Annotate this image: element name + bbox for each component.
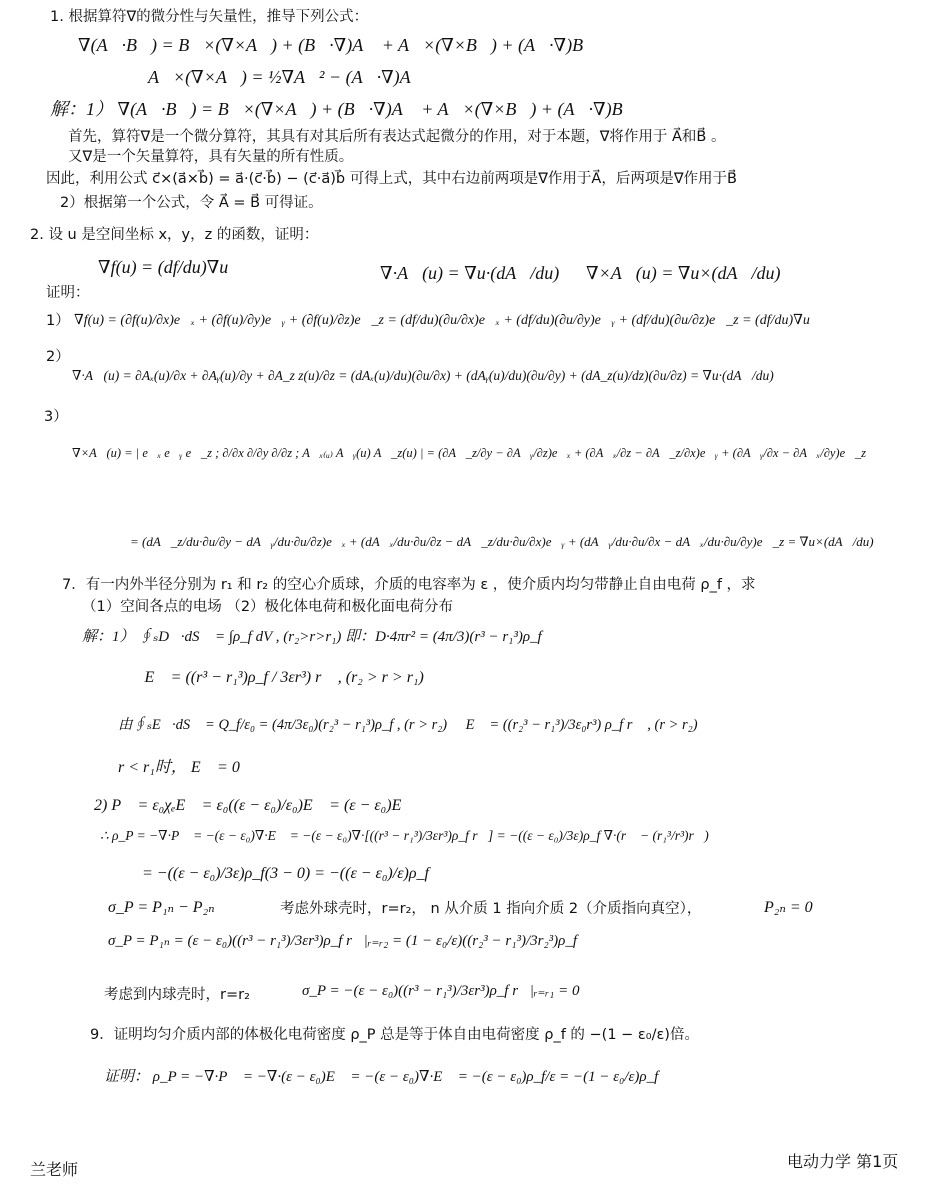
solution-7-gauss: 解：1） ∮ₛD⃗·dS⃗ = ∫ρ_f dV , (r₂>r>r₁) 即：D·4πr² = (4π/3)(r³ − r₁³)ρ_f (82, 629, 542, 645)
equation-3-result: = (dA⃗_z/du·∂u/∂y − dA⃗ᵧ/du·∂u/∂z)e⃗ₓ + (dA⃗ₓ/du·∂u/∂z − dA⃗_z/du·∂u/∂x)e⃗ᵧ + (dA⃗ᵧ/du·∂u/∂x − dA⃗ₓ/du·∂u/∂y)e⃗_z = ∇u×(dA⃗/du) (130, 534, 874, 549)
text-line: 因此，利用公式 c⃗×(a⃗×b⃗) = a⃗·(c⃗·b⃗) − (c⃗·a⃗)b⃗ 可得上式，其中右边前两项是∇作用于A⃗，后两项是∇作用于B⃗ (46, 171, 737, 187)
formula-2: A⃗×(∇×A⃗) = ½∇A⃗² − (A⃗·∇)A⃗ (148, 67, 425, 87)
text-line: 首先，算符∇是一个微分算符，其具有对其后所有表达式起微分的作用，对于本题，∇将作用于 A⃗和B⃗ 。 (68, 129, 726, 145)
proof-label: 证明： (46, 285, 90, 301)
equation-1: ∇f(u) = (∂f(u)/∂x)e⃗ₓ + (∂f(u)/∂y)e⃗ᵧ + (∂f(u)/∂z)e⃗_z = (df/du)(∂u/∂x)e⃗ₓ + (df/du)(∂u/∂y)e⃗ᵧ + (df/du)(∂u/∂z)e⃗_z = (df/du)∇u (74, 313, 810, 328)
inner-surface-charge: σ_P = −(ε − ε₀)((r³ − r₁³)/3εr³)ρ_f r⃗|ᵣ₌ᵣ₁ = 0 (302, 983, 580, 999)
solution-1-line: 解：1） ∇(A⃗·B⃗) = B⃗×(∇×A⃗) + (B⃗·∇)A⃗ + A⃗×(∇×B⃗) + (A⃗·∇)B⃗ (50, 99, 637, 119)
problem-1-heading: 1. 根据算符∇的微分性与矢量性，推导下列公式： (50, 9, 369, 25)
solution-7-volume-result: = −((ε − ε₀)/3ε)ρ_f(3 − 0) = −((ε − ε₀)/ε)ρ_f (142, 865, 429, 882)
problem-7-heading: 7．有一内外半径分别为 r₁ 和 r₂ 的空心介质球，介质的电容率为 ε ，使介质内均匀带静止自由电荷 ρ_f ，求 (62, 577, 756, 593)
text-line: 2）根据第一个公式，令 A⃗ = B⃗ 可得证。 (60, 195, 323, 211)
formula-divergence: ∇·A⃗(u) = ∇u·(dA⃗/du) (380, 263, 560, 283)
footer-author: 兰老师 (30, 1160, 79, 1179)
solution-7-field-inside: ∴ E⃗ = ((r³ − r₁³)ρ_f / 3εr³) r⃗ , (r₂ > r > r₁) (128, 669, 424, 686)
footer-page: 电动力学 第1页 (787, 1152, 899, 1171)
problem-9-heading: 9．证明均匀介质内部的体极化电荷密度 ρ_P 总是等于体自由电荷密度 ρ_f 的 −(1 − ε₀/ε)倍。 (90, 1027, 699, 1043)
formula-1: ∇(A⃗·B⃗) = B⃗×(∇×A⃗) + (B⃗·∇)A⃗ + A⃗×(∇×B⃗) + (A⃗·∇)B⃗ (78, 35, 598, 55)
step-number: 1） (46, 313, 70, 329)
text-line: 又∇是一个矢量算符，具有矢量的所有性质。 (68, 149, 354, 165)
equation-2: ∇·A⃗(u) = ∂Aₓ(u)/∂x + ∂Aᵧ(u)/∂y + ∂A_z z(u)/∂z = (dAₓ(u)/du)(∂u/∂x) + (dAᵧ(u)/du)(∂u/∂y) + (dA_z(u)/dz)(∂u/∂z) = ∇u·(dA⃗/du) (72, 368, 774, 383)
solution-7-field-core: r < r₁时， E⃗ = 0 (118, 759, 240, 776)
formula-gradient: ∇f(u) = (df/du)∇u (98, 257, 229, 277)
outer-shell-condition: P₂ₙ = 0 (764, 899, 813, 916)
equation-3-determinant: ∇×A⃗(u) = | e⃗ₓ e⃗ᵧ e⃗_z ; ∂/∂x ∂/∂y ∂/∂z ; A⃗ₓ₍ᵤ₎ A⃗ᵧ(u) A⃗_z(u) | = (∂A⃗_z/∂y − ∂A⃗ᵧ/∂z)e⃗ₓ + (∂A⃗ₓ/∂z − ∂A⃗_z/∂x)e⃗ᵧ + (∂A⃗ᵧ/∂x − ∂A⃗ₓ/∂y)e⃗_z (72, 446, 866, 460)
problem-2-heading: 2. 设 u 是空间坐标 x，y，z 的函数，证明： (30, 227, 319, 243)
step-number: 3） (44, 409, 68, 425)
solution-7-volume-charge: ∴ ρ_P = −∇·P⃗ = −(ε − ε₀)∇·E⃗ = −(ε − ε₀)∇·[((r³ − r₁³)/3εr³)ρ_f r⃗] = −((ε − ε₀)/3ε)ρ_f ∇·(r⃗ − (r₁³/r³)r⃗) (100, 828, 709, 843)
outer-shell-note: 考虑外球壳时，r=r₂， n 从介质 1 指向介质 2（介质指向真空）， (280, 901, 702, 917)
surface-charge-definition: σ_P = P₁ₙ − P₂ₙ (108, 899, 215, 916)
outer-surface-charge: σ_P = P₁ₙ = (ε − ε₀)((r³ − r₁³)/3εr³)ρ_f r⃗|ᵣ₌ᵣ₂ = (1 − ε₀/ε)((r₂³ − r₁³)/3r₂³)ρ_f (108, 933, 578, 949)
formula-curl: ∇×A⃗(u) = ∇u×(dA⃗/du) (586, 263, 781, 283)
problem-9-proof: 证明： ρ_P = −∇·P⃗ = −∇·(ε − ε₀)E⃗ = −(ε − ε₀)∇·E⃗ = −(ε − ε₀)ρ_f/ε = −(1 − ε₀/ε)ρ_f (104, 1069, 659, 1085)
inner-shell-note: 考虑到内球壳时，r=r₂ (104, 987, 250, 1003)
solution-7-field-outside: 由∮ₛE⃗·dS⃗ = Q_f/ε₀ = (4π/3ε₀)(r₂³ − r₁³)ρ_f , (r > r₂) ∴ E⃗ = ((r₂³ − r₁³)/3ε₀r³) ρ_f r⃗ , (r > r₂) (118, 717, 698, 733)
problem-7-subparts: （1）空间各点的电场 （2）极化体电荷和极化面电荷分布 (82, 599, 454, 615)
solution-7-polarization: 2) P⃗ = ε₀χₑE⃗ = ε₀((ε − ε₀)/ε₀)E⃗ = (ε − ε₀)E⃗ (94, 797, 414, 814)
step-number: 2） (46, 349, 70, 365)
